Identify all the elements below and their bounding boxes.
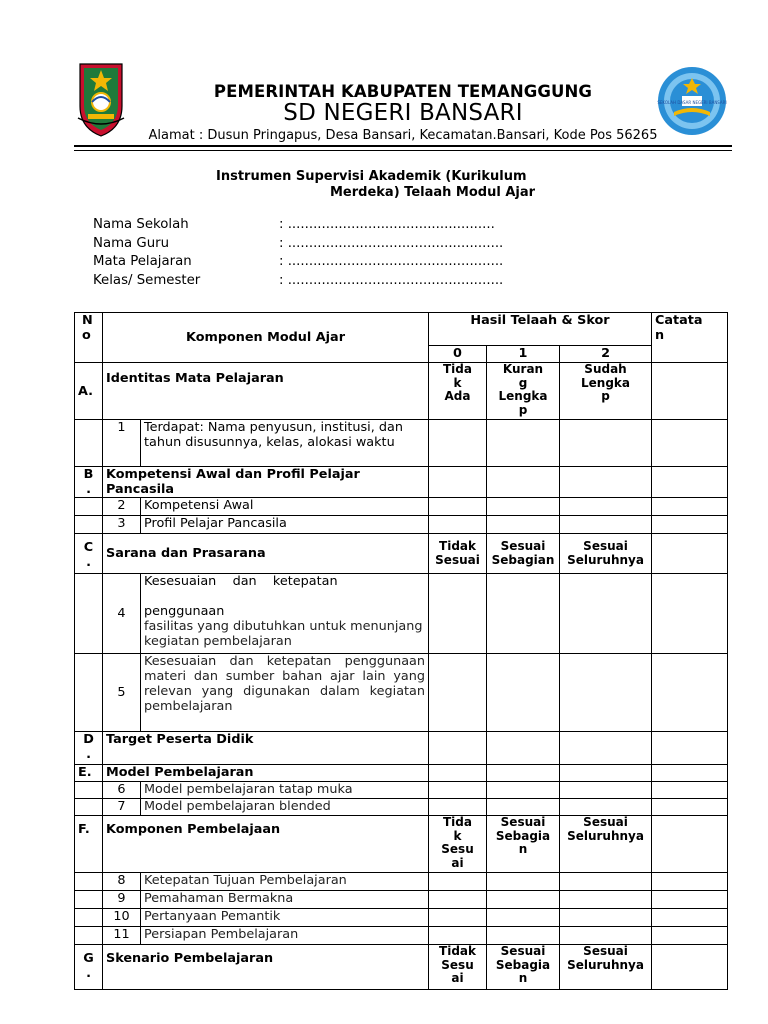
score-1-cell[interactable]: [487, 782, 560, 799]
score-1-header: 1: [487, 346, 560, 363]
score-2-cell[interactable]: [560, 498, 652, 516]
spacer-cell: [75, 782, 103, 799]
spacer-cell: [75, 891, 103, 909]
item-row: [75, 654, 728, 732]
item-text: [141, 574, 429, 654]
section-row: [75, 534, 728, 574]
component-header: Komponen Modul Ajar: [103, 313, 429, 363]
score-2-label: Sesuai Seluruhnya: [560, 816, 652, 873]
school-name: SD NEGERI BANSARI: [283, 100, 523, 126]
score-2-label: Sudah Lengka p: [560, 363, 652, 420]
score-1-cell[interactable]: [487, 765, 560, 782]
notes-cell[interactable]: [652, 654, 728, 732]
section-title: Target Peserta Didik: [103, 732, 429, 765]
subject-label: Mata Pelajaran: [93, 254, 192, 269]
score-2-cell[interactable]: [560, 782, 652, 799]
score-0-label: Tida k Ada: [429, 363, 487, 420]
section-letter: D .: [75, 732, 103, 765]
result-header: Hasil Telaah & Skor: [429, 313, 652, 346]
item-text-line: fasilitas yang dibutuhkan untuk menunjang kegiatan pembelajaran: [144, 619, 423, 649]
section-row: [75, 765, 728, 782]
score-0-cell[interactable]: [429, 891, 487, 909]
score-2-cell[interactable]: [560, 467, 652, 498]
item-row: [75, 873, 728, 891]
score-0-cell[interactable]: [429, 467, 487, 498]
document-title: [200, 169, 580, 200]
item-number: 8: [103, 873, 141, 891]
score-0-cell[interactable]: [429, 927, 487, 945]
score-1-cell[interactable]: [487, 873, 560, 891]
notes-cell[interactable]: [652, 420, 728, 467]
item-number: 5: [103, 654, 141, 732]
spacer-cell: [75, 420, 103, 467]
score-1-cell[interactable]: [487, 909, 560, 927]
item-text: Profil Pelajar Pancasila: [141, 516, 429, 534]
notes-cell[interactable]: [652, 816, 728, 873]
spacer-cell: [75, 654, 103, 732]
score-0-cell[interactable]: [429, 516, 487, 534]
score-0-header: 0: [429, 346, 487, 363]
section-letter: G .: [75, 945, 103, 990]
section-title: Komponen Pembelajaan: [103, 816, 429, 873]
score-2-cell[interactable]: [560, 420, 652, 467]
notes-cell[interactable]: [652, 516, 728, 534]
score-1-label: Sesuai Sebagian: [487, 534, 560, 574]
teacher-name-label: Nama Guru: [93, 235, 170, 251]
spacer-cell: [75, 909, 103, 927]
score-1-cell[interactable]: [487, 799, 560, 816]
school-emblem-icon: [652, 64, 732, 138]
spacer-cell: [75, 498, 103, 516]
spacer-cell: [75, 516, 103, 534]
score-0-cell[interactable]: [429, 420, 487, 467]
notes-cell[interactable]: [652, 732, 728, 765]
score-1-cell[interactable]: [487, 467, 560, 498]
section-letter: C .: [75, 534, 103, 574]
notes-cell[interactable]: [652, 363, 728, 420]
subject-field[interactable]: : ...................................................: [279, 254, 504, 269]
section-title: Sarana dan Prasarana: [103, 534, 429, 574]
spacer-cell: [75, 927, 103, 945]
score-1-cell[interactable]: [487, 927, 560, 945]
item-number: 4: [103, 574, 141, 654]
notes-cell[interactable]: [652, 927, 728, 945]
identity-fields: [93, 217, 553, 291]
section-letter: F.: [75, 816, 103, 873]
score-2-cell[interactable]: [560, 891, 652, 909]
document-title-line2: Merdeka) Telaah Modul Ajar: [330, 184, 536, 200]
item-text: Pertanyaan Pemantik: [141, 909, 429, 927]
notes-cell[interactable]: [652, 467, 728, 498]
notes-cell[interactable]: [652, 765, 728, 782]
section-row: [75, 816, 728, 873]
item-row: [75, 799, 728, 816]
document-title-line1: Instrumen Supervisi Akademik (Kurikulum: [216, 169, 527, 184]
section-letter: A.: [75, 363, 103, 420]
score-0-cell[interactable]: [429, 654, 487, 732]
score-2-cell[interactable]: [560, 732, 652, 765]
section-title: Skenario Pembelajaran: [103, 945, 429, 990]
item-text: Pemahaman Bermakna: [141, 891, 429, 909]
section-title: Identitas Mata Pelajaran: [103, 363, 429, 420]
score-1-cell[interactable]: [487, 891, 560, 909]
score-2-cell[interactable]: [560, 873, 652, 891]
item-row: [75, 420, 728, 467]
item-text: Model pembelajaran blended: [141, 799, 429, 816]
item-text: Kompetensi Awal: [141, 498, 429, 516]
notes-cell[interactable]: [652, 574, 728, 654]
item-text: Ketepatan Tujuan Pembelajaran: [141, 873, 429, 891]
letterhead-rule-thin: [74, 150, 732, 151]
no-header: N o: [75, 313, 103, 363]
score-0-cell[interactable]: [429, 799, 487, 816]
section-row: [75, 732, 728, 765]
government-name: PEMERINTAH KABUPATEN TEMANGGUNG: [213, 82, 593, 101]
school-emblem-text: SEKOLAH DASAR NEGERI BANSARI: [657, 100, 727, 105]
notes-cell[interactable]: [652, 498, 728, 516]
score-0-label: Tidak Sesu ai: [429, 945, 487, 990]
item-row: [75, 574, 728, 654]
school-name-field[interactable]: : .................................................: [279, 217, 495, 232]
section-title: Kompetensi Awal dan Profil Pelajar Pancasila: [103, 467, 429, 498]
notes-cell[interactable]: [652, 799, 728, 816]
notes-header: Catata n: [652, 313, 728, 363]
item-row: [75, 498, 728, 516]
item-number: 10: [103, 909, 141, 927]
spacer-cell: [75, 574, 103, 654]
score-2-cell[interactable]: [560, 927, 652, 945]
section-row: [75, 467, 728, 498]
score-2-cell[interactable]: [560, 574, 652, 654]
score-1-cell[interactable]: [487, 732, 560, 765]
score-2-cell[interactable]: [560, 909, 652, 927]
header-row: [75, 313, 728, 346]
score-0-cell[interactable]: [429, 765, 487, 782]
score-1-cell[interactable]: [487, 516, 560, 534]
notes-cell[interactable]: [652, 873, 728, 891]
item-row: [75, 782, 728, 799]
spacer-cell: [75, 799, 103, 816]
score-0-cell[interactable]: [429, 732, 487, 765]
item-text: Model pembelajaran tatap muka: [141, 782, 429, 799]
school-address: Alamat : Dusun Pringapus, Desa Bansari, Kecamatan.Bansari, Kode Pos 56265: [148, 128, 658, 143]
section-row: [75, 945, 728, 990]
item-number: 9: [103, 891, 141, 909]
identity-row: [93, 273, 553, 292]
letterhead-rule-thick: [74, 145, 732, 147]
score-0-cell[interactable]: [429, 909, 487, 927]
item-number: 11: [103, 927, 141, 945]
notes-cell[interactable]: [652, 782, 728, 799]
item-number: 3: [103, 516, 141, 534]
letterhead: [74, 56, 732, 146]
score-2-label: Sesuai Seluruhnya: [560, 534, 652, 574]
item-row: [75, 891, 728, 909]
score-0-label: Tidak Sesuai: [429, 534, 487, 574]
item-number: 7: [103, 799, 141, 816]
score-1-cell[interactable]: [487, 420, 560, 467]
item-row: [75, 909, 728, 927]
item-text-line: Kesesuaian dan ketepatan: [144, 574, 338, 589]
score-0-label: Tida k Sesu ai: [429, 816, 487, 873]
item-number: 6: [103, 782, 141, 799]
item-row: [75, 516, 728, 534]
item-number: 1: [103, 420, 141, 467]
score-2-cell[interactable]: [560, 516, 652, 534]
identity-row: [93, 254, 553, 273]
notes-cell[interactable]: [652, 891, 728, 909]
item-text-line: penggunaan: [144, 604, 225, 619]
section-letter: E.: [75, 765, 103, 782]
class-semester-field[interactable]: : ...................................................: [279, 272, 504, 288]
item-row: [75, 927, 728, 945]
score-2-cell[interactable]: [560, 799, 652, 816]
score-2-cell[interactable]: [560, 654, 652, 732]
notes-cell[interactable]: [652, 534, 728, 574]
score-1-label: Sesuai Sebagia n: [487, 816, 560, 873]
item-number: 2: [103, 498, 141, 516]
score-2-label: Sesuai Seluruhnya: [560, 945, 652, 990]
teacher-name-field[interactable]: : ...................................................: [279, 235, 504, 251]
school-name-label: Nama Sekolah: [93, 217, 189, 232]
identity-row: [93, 217, 553, 236]
spacer-cell: [75, 873, 103, 891]
score-1-label: Kuran g Lengka p: [487, 363, 560, 420]
section-row: [75, 363, 728, 420]
score-2-cell[interactable]: [560, 765, 652, 782]
item-text: Kesesuaian dan ketepatan penggunaan materi dan sumber bahan ajar lain yang relevan yang digunakan dalam kegiatan pembelajaran: [141, 654, 429, 732]
score-0-cell[interactable]: [429, 782, 487, 799]
score-1-cell[interactable]: [487, 574, 560, 654]
notes-cell[interactable]: [652, 909, 728, 927]
score-0-cell[interactable]: [429, 873, 487, 891]
item-text: Persiapan Pembelajaran: [141, 927, 429, 945]
notes-cell[interactable]: [652, 945, 728, 990]
section-title: Model Pembelajaran: [103, 765, 429, 782]
review-table: [74, 312, 728, 990]
score-2-header: 2: [560, 346, 652, 363]
score-1-cell[interactable]: [487, 654, 560, 732]
score-0-cell[interactable]: [429, 498, 487, 516]
class-semester-label: Kelas/ Semester: [93, 272, 201, 288]
score-1-label: Sesuai Sebagia n: [487, 945, 560, 990]
section-letter: B .: [75, 467, 103, 498]
score-0-cell[interactable]: [429, 574, 487, 654]
item-text: Terdapat: Nama penyusun, institusi, dan tahun disusunnya, kelas, alokasi waktu: [141, 420, 429, 467]
identity-row: [93, 236, 553, 255]
score-1-cell[interactable]: [487, 498, 560, 516]
